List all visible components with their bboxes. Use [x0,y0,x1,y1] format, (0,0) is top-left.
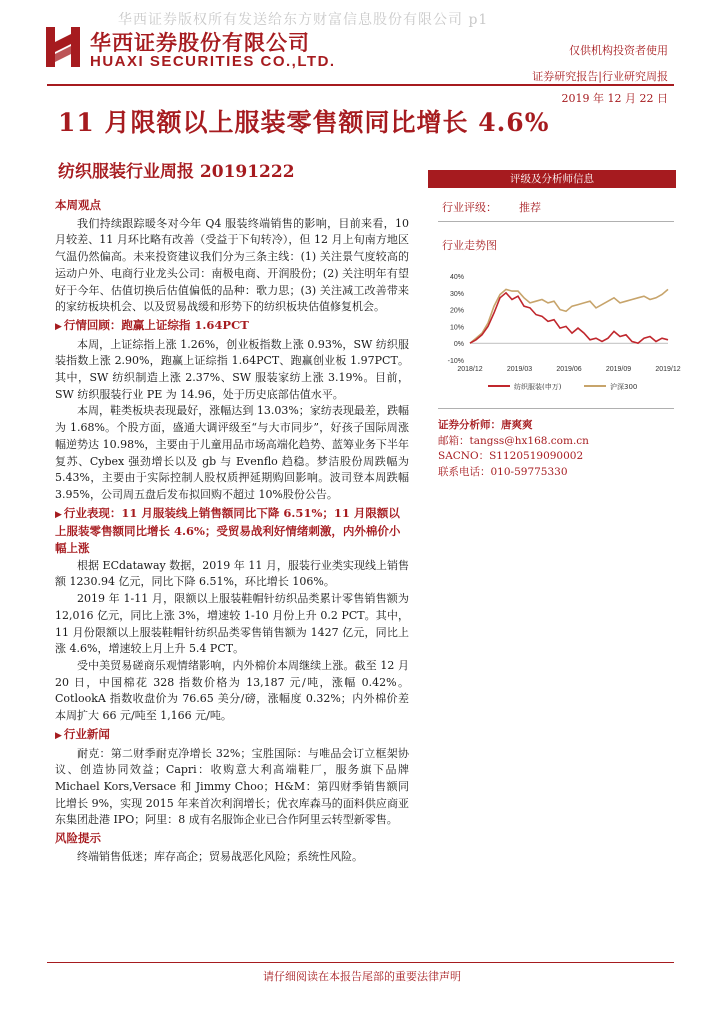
industry-heading-text: 行业表现：11 月服装线上销售额同比下降 6.51%；11 月限额以上服装零售额同比增长 4.6%；受贸易战利好情绪刺激，内外棉价小幅上涨 [55,505,401,556]
sidebar-divider [438,221,674,222]
sidebar-divider [438,408,674,409]
main-column [55,196,409,865]
rating-value: 推荐 [519,201,541,214]
sacno-label: SACNO： [438,450,490,462]
audience-note: 仅供机构投资者使用 [569,44,668,57]
industry-paragraph-1: 根据 ECdataway 数据，2019 年 11 月，服装行业类实现线上销售额 1230.94 亿元，同比下降 6.51%，环比增长 106%。 [55,558,409,589]
footer-divider [47,962,674,963]
triangle-bullet-icon: ▶ [55,321,62,332]
report-category: 证券研究报告|行业研究周报 [532,70,668,83]
company-name-en: HUAXI SECURITIES CO.,LTD. [90,53,336,70]
phone-value: 010-59775330 [490,465,568,478]
phone-label: 联系电话： [438,465,491,478]
company-name-cn: 华西证券股份有限公司 [90,31,310,55]
chart-series [470,289,668,343]
section-heading-risk: 风险提示 [55,831,101,846]
analyst-label: 证券分析师： [438,419,501,431]
industry-paragraph-2: 2019 年 1-11 月，限额以上服装鞋帽针纺织品类累计零售销售额为 12,016 亿元，同比上涨 3%，增速较 1-10 月份上升 0.2 PCT。其中，11 月份限额以上服装鞋帽针纺织品类零售销售额为 1427 亿元，同比上涨 4.6%，增速较上月上升 5.4 PCT。 [55,592,409,656]
legal-notice: 请仔细阅读在本报告尾部的重要法律声明 [263,970,461,983]
x-tick-label: 2019/12 [655,366,681,373]
analyst-name: 唐爽爽 [501,419,533,431]
analyst-row [438,418,589,434]
section-heading-news [55,726,409,745]
sacno-row [438,449,589,465]
legend-label: 纺织服装(申万) [514,383,562,391]
section-heading-industry [55,505,409,557]
y-tick-label: 30% [449,290,464,298]
rating-label: 行业评级： [442,201,497,214]
email-value[interactable]: tangss@hx168.com.cn [469,434,589,447]
watermark: 华西证券版权所有发送给东方财富信息股份有限公司 p1 [118,12,489,28]
email-row [438,434,589,450]
x-tick-label: 2019/03 [506,366,533,373]
y-tick-label: 0% [453,341,464,349]
company-logo-icon [46,27,80,67]
view-paragraph: 我们持续跟踪暖冬对今年 Q4 服装终端销售的影响，目前来看，10 月较差、11 月环比略有改善（受益于下旬转冷），但 12 月上旬南方地区气温仍然偏高。未来投资建议我们分为三条主线：(1) 关注景气度较高的运动户外、电商行业龙头公司：南极电商、开润股份；(2) 关注明年有望好于今年、估值切换后估值偏低的品种：歌力思；(3) 关注减工改善带来的家纺板块机会、以及贸易战缓和形势下的纺织板块估值修复机会。 [55,216,409,314]
y-axis [448,274,668,365]
y-tick-label: -10% [447,358,464,365]
industry-rating [442,199,541,215]
x-tick-label: 2019/09 [605,366,632,373]
news-heading-text: 行业新闻 [63,726,110,741]
chart-legend [488,382,637,391]
trend-chart-title: 行业走势图 [442,239,497,252]
analyst-info [438,418,589,480]
triangle-bullet-icon: ▶ [55,509,62,520]
series-line [470,293,668,343]
page-subtitle: 纺织服装行业周报 20191222 [58,162,295,182]
sacno-value: S1120519090002 [489,450,584,462]
section-heading-view: 本周观点 [55,198,101,212]
x-tick-label: 2018/12 [457,366,483,373]
email-label: 邮箱： [438,434,470,447]
risk-paragraph: 终端销售低迷；库存高企；贸易战恶化风险；系统性风险。 [77,849,363,863]
page-title: 11 月限额以上服装零售额同比增长 4.6% [58,108,550,137]
industry-paragraph-3: 受中美贸易磋商乐观情绪影响，内外棉价本周继续上涨。截至 12 月 20 日，中国棉花 328 指数价格为 13,187 元/吨，涨幅 0.42%。CotlookA 指数收盘价为 76.65 美分/磅，涨幅度 0.32%；内外棉价差本周扩大 66 元/吨至 1,166 元/吨。 [55,658,409,723]
header-divider [47,84,674,86]
triangle-bullet-icon: ▶ [55,730,62,741]
sidebar-header: 评级及分析师信息 [428,170,676,188]
report-date: 2019 年 12 月 22 日 [561,92,668,105]
y-tick-label: 40% [449,274,464,281]
trend-chart [436,264,681,404]
y-tick-label: 20% [449,307,464,315]
y-tick-label: 10% [449,324,464,332]
phone-row [438,465,589,481]
market-paragraph-2: 本周，鞋类板块表现最好，涨幅达到 13.03%；家纺表现最差，跌幅为 1.68%。个股方面，盛通大调评级至“与大市同步”，好孩子国际周涨幅逆势达 10.98%，主要由于儿童用品市场高端化趋势、蓝筹业务下半年复苏、Cybex 强劲增长以及 gb 与 Evenflo 趋稳。梦洁股份周跌幅为 5.43%，主要由于实际控制人股权质押延期购回影响。波司登本周跌幅 3.95%，公司周五盘后发布拟回购不超过 10%股份公告。 [55,404,409,501]
x-axis [457,366,680,373]
market-heading-text: 行情回顾：跑赢上证综指 1.64PCT [63,317,249,332]
news-paragraph: 耐克：第二财季耐克净增长 32%；宝胜国际：与唯品会订立框架协议、创造协同效益；Capri：收购意大利高端鞋厂，服务旗下品牌 Michael Kors,Versace 和 Jimmy Choo；H&M：第四财季销售额同比增长 9%，实现 2015 年来首次利润增长；优衣库森马的面料供应商亚东集团赴港 IPO；阿里：8 成有名服饰企业已合作阿里云转型新零售。 [55,746,409,827]
market-paragraph-1: 本周，上证综指上涨 1.26%，创业板指数上涨 0.93%，SW 纺织服装指数上涨 2.90%，跑赢上证综指 1.64PCT、跑赢创业板 1.97PCT。其中，SW 纺织制造上涨 2.37%、SW 服装家纺上涨 3.19%。目前，SW 纺织服装行业 PE 为 14.96，处于历史底部估值水平。 [55,337,409,401]
legend-label: 沪深300 [610,383,638,391]
x-tick-label: 2019/06 [556,366,582,373]
section-heading-market [55,317,409,336]
